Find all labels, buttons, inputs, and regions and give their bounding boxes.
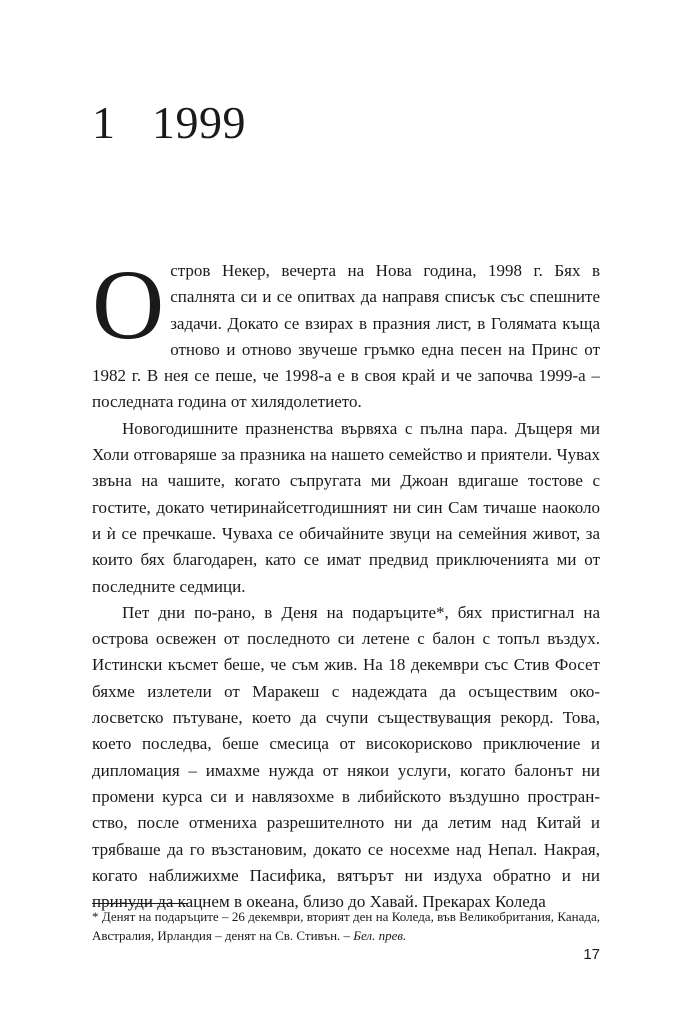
- drop-cap: О: [92, 249, 165, 360]
- translator-note: Бел. прев.: [353, 928, 407, 943]
- body-text: [92, 249, 600, 915]
- footnote-text: * Денят на подаръците – 26 декември, вторият ден на Коледа, във Великобритания, Канада, Австралия, Ирландия – денят на Св. Стивън. –: [92, 909, 600, 943]
- chapter-title: 1999: [152, 97, 246, 148]
- page-number: 17: [583, 946, 600, 963]
- paragraph: Пет дни по-рано, в Деня на подаръците*, бях пристигнал на острова освежен от последното си летене с балон с топъл въздух. Истински късмет беше, че съм жив. На 18 декември със Стив Фосет бяхме излетели от Маракеш с надеждата да осъществим околосветско пътуване, което да счупи съществуващия рекорд. Това, което последва, беше смесица от високорисково приключение и дипломация – имахме нужда от някои услуги, когато балонът ни промени курса си и навлязохме в либийското въздушно пространство, после отмениха разрешителното ни да летим над Китай и трябваше да го възстановим, докато се носехме над Непал. Накрая, когато наближихме Пасифика, вятърът ни издуха обратно и ни принуди да кацнем в океана, близо до Хавай. Прекарах Коледа: [92, 602, 600, 912]
- footnote: [92, 907, 600, 945]
- chapter-number: 1: [92, 97, 116, 148]
- footnote-divider: [92, 903, 188, 904]
- paragraph-text: стров Некер, вечерта на Нова година, 1998 г. Бях в спалнята си и се опитвах да направя списък със спешните задачи. Докато се взирах в празния лист, в Голямата къща отново и отново звучеше гръмко една песен на Принс от 1982 г. В нея се пеше, че 1998-а е в своя край и че започва 1999-а – последната година от хилядолетието.: [92, 261, 600, 412]
- paragraph: [92, 249, 600, 416]
- paragraph: Новогодишните празненства вървяха с пълна пара. Дъщеря ми Холи отговаряше за празника на нашето семейство и приятели. Чувах звъна на чашите, когато съпругата ми Джоан вдигаше тостове с гостите, докато четиринайсетгодишният ни син Сам тичаше наоколо и ѝ се пречкаше. Чуваха се обичайните звуци на семейния живот, за които бях благодарен, като се имат предвид приключенията ми от последните седмици.: [92, 418, 600, 596]
- chapter-heading: [92, 97, 246, 148]
